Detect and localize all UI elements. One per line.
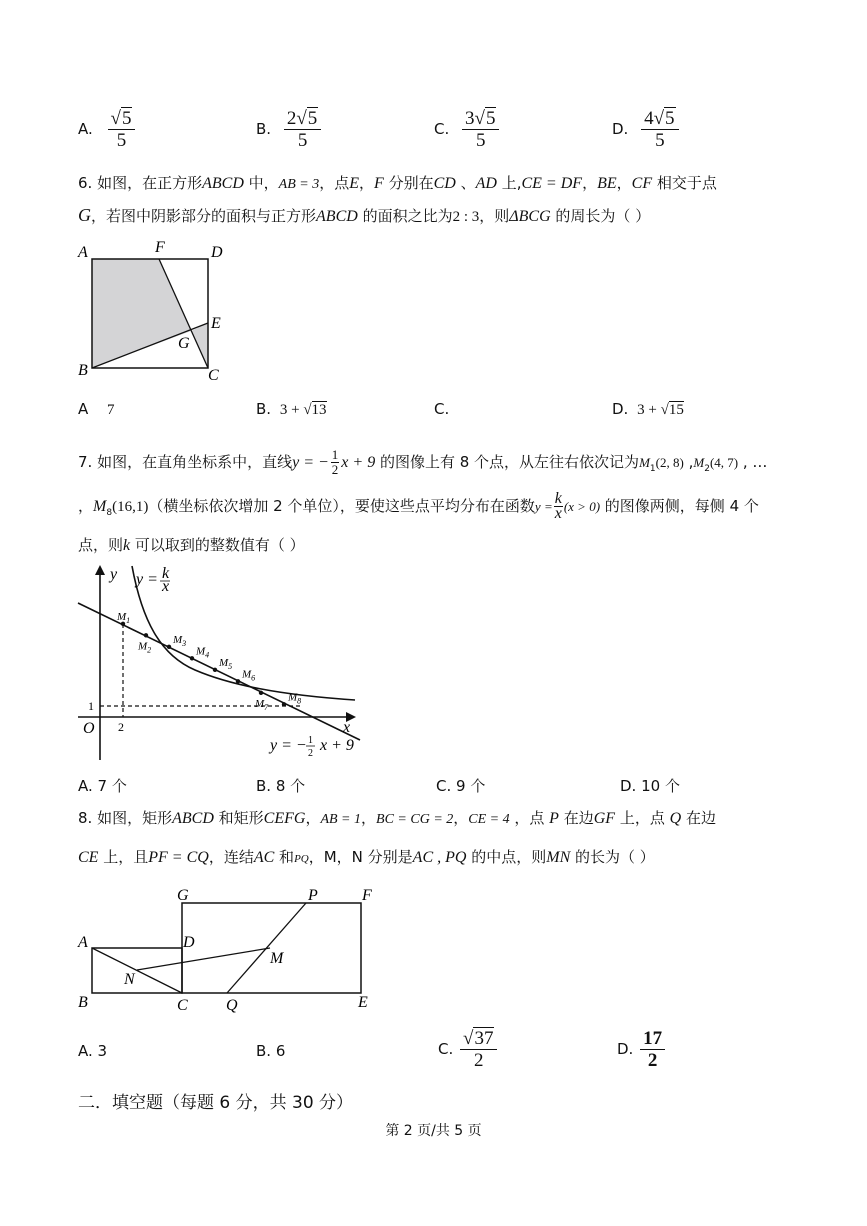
- section-2-heading: 二．填空题（每题 6 分，共 30 分）: [78, 1093, 354, 1113]
- point-label-m8: $M_8$: [288, 691, 302, 706]
- coefficient: 2: [286, 108, 297, 129]
- point-label-m2: $M_2$: [138, 640, 152, 655]
- option-letter: D.: [612, 120, 629, 138]
- q5-option-c: C. $\frac{3√5}{5}$: [434, 108, 499, 151]
- point-label-m4: $M_4$: [196, 645, 210, 660]
- origin-label: O: [83, 720, 95, 737]
- label-n: N: [124, 971, 135, 988]
- q6-line-2: G，若图中阴影部分的面积与正方形ABCD 的面积之比为2 : 3，则ΔBCG 的周长为（ ）: [78, 205, 651, 225]
- option-letter: A.: [78, 120, 93, 138]
- svg-text:2: 2: [308, 748, 313, 759]
- label-f: F: [155, 239, 165, 256]
- label-b: B: [78, 362, 88, 379]
- rect-cefg: [182, 903, 361, 993]
- q8-rectangles-figure: [70, 880, 390, 1020]
- q7-option-a: A. 7 个: [78, 777, 127, 795]
- label-m: M: [270, 950, 284, 967]
- point-m2: [144, 633, 148, 637]
- q5-option-a: A. $\frac{√5}{5}$: [78, 108, 135, 151]
- svg-text:1: 1: [308, 735, 313, 746]
- point-label-m5: $M_5$: [219, 656, 233, 671]
- radicand: 5: [307, 108, 318, 129]
- tick-1-label: 1: [88, 699, 94, 713]
- svg-text:x: x: [162, 578, 170, 595]
- q7-option-b: B. 8 个: [256, 777, 306, 795]
- point-m8: [282, 702, 286, 706]
- label-g: G: [178, 335, 190, 352]
- q7-line-1: 7. 如图，在直角坐标系中，直线y = − $\frac{1}{2}$ x + 9 的图像上有 8 个点，从左往右依次记为$M_1(2$, 8) $,M_2(4$, 7) , …: [78, 447, 768, 477]
- radicand: 5: [665, 108, 675, 129]
- coefficient: 3: [465, 108, 475, 129]
- q8-line-1: 8. 如图，矩形ABCD 和矩形CEFG，AB = 1，BC = CG = 2，CE = 4 ，点 P 在边GF 上，点 Q 在边: [78, 809, 716, 827]
- point-label-m6: $M_6$: [242, 668, 256, 683]
- label-a: A: [78, 934, 88, 951]
- option-letter: B.: [256, 120, 272, 138]
- point-m3: [167, 645, 171, 649]
- svg-text:k: k: [162, 565, 170, 582]
- coefficient: 4: [644, 108, 654, 129]
- x-label: x: [343, 719, 351, 736]
- page-footer: 第 2 页/共 5 页: [385, 1123, 482, 1139]
- point-m6: [236, 679, 240, 683]
- label-f: F: [362, 887, 372, 904]
- label-c: C: [208, 367, 219, 384]
- q6-square-figure: [70, 236, 240, 386]
- q5-option-d: D. $\frac{4√5}{5}$: [612, 108, 679, 151]
- q8-line-2: CE 上，且PF = CQ，连结AC 和PQ，M，N 分别是AC , PQ 的中点，则MN 的长为（ ）: [78, 848, 655, 866]
- label-d: D: [183, 934, 195, 951]
- q8-option-a: A. 3: [78, 1042, 108, 1060]
- label-d: D: [211, 244, 223, 261]
- denominator: 5: [297, 130, 308, 151]
- shaded-region: [92, 259, 191, 368]
- q8-option-b: B. 6: [256, 1042, 286, 1060]
- q7-line-3: 点，则k 可以取到的整数值有（ ）: [78, 536, 305, 554]
- label-p: P: [308, 887, 318, 904]
- option-letter: C.: [434, 120, 450, 138]
- point-m4: [190, 656, 194, 660]
- q7-line-2: ，$M_8(16,1)$（横坐标依次增加 2 个单位），要使这些点平均分布在函数y = $\frac{k}{x}$ (x > 0) 的图像两侧，每侧 4 个: [78, 490, 759, 522]
- q8-option-c: C. $\frac{√37}{2}$: [438, 1028, 497, 1071]
- q6-option-a: A 7: [78, 400, 115, 418]
- point-m7: [259, 691, 263, 695]
- denominator: 5: [655, 130, 665, 151]
- label-q: Q: [226, 997, 238, 1014]
- denominator: 5: [116, 130, 127, 151]
- q6-option-b: B. 3 + √13: [256, 400, 327, 418]
- q7-option-d: D. 10 个: [620, 777, 680, 795]
- point-label-m3: $M_3$: [173, 633, 187, 648]
- tick-2-label: 2: [118, 720, 124, 734]
- q7-graph: [70, 560, 370, 760]
- radicand: 5: [121, 108, 132, 129]
- denominator: 5: [476, 130, 486, 151]
- point-m5: [213, 668, 217, 672]
- curve-equation-label: [134, 565, 170, 595]
- label-e: E: [211, 315, 221, 332]
- label-e: E: [358, 994, 368, 1011]
- point-label-m7: $M_7$: [255, 697, 269, 712]
- y-axis-arrow: [95, 565, 105, 575]
- line-equation-label: [268, 735, 354, 759]
- label-g: G: [177, 887, 189, 904]
- svg-text:y = −: y = −: [270, 737, 307, 754]
- graph-points: [116, 611, 301, 712]
- q7-option-c: C. 9 个: [436, 777, 486, 795]
- q5-option-b: B. $\frac{2√5}{5}$: [256, 108, 321, 151]
- q6-option-d: D. 3 + √15: [612, 400, 684, 418]
- q6-option-c: C.: [434, 400, 450, 418]
- point-label-m1: $M_1$: [117, 610, 131, 625]
- svg-text:x + 9: x + 9: [320, 737, 354, 754]
- q6-line-1: 6. 如图，在正方形ABCD 中，AB = 3，点E，F 分别在CD 、AD 上,CE = DF，BE，CF 相交于点: [78, 174, 717, 192]
- segment-ac: [92, 948, 182, 993]
- q8-option-d: D. $\frac{17}{2}$: [617, 1028, 665, 1071]
- label-b: B: [78, 994, 88, 1011]
- svg-text:y =: y =: [136, 571, 158, 588]
- label-c: C: [177, 997, 188, 1014]
- label-a: A: [78, 244, 88, 261]
- radicand: 5: [485, 108, 496, 129]
- y-label: y: [110, 566, 118, 583]
